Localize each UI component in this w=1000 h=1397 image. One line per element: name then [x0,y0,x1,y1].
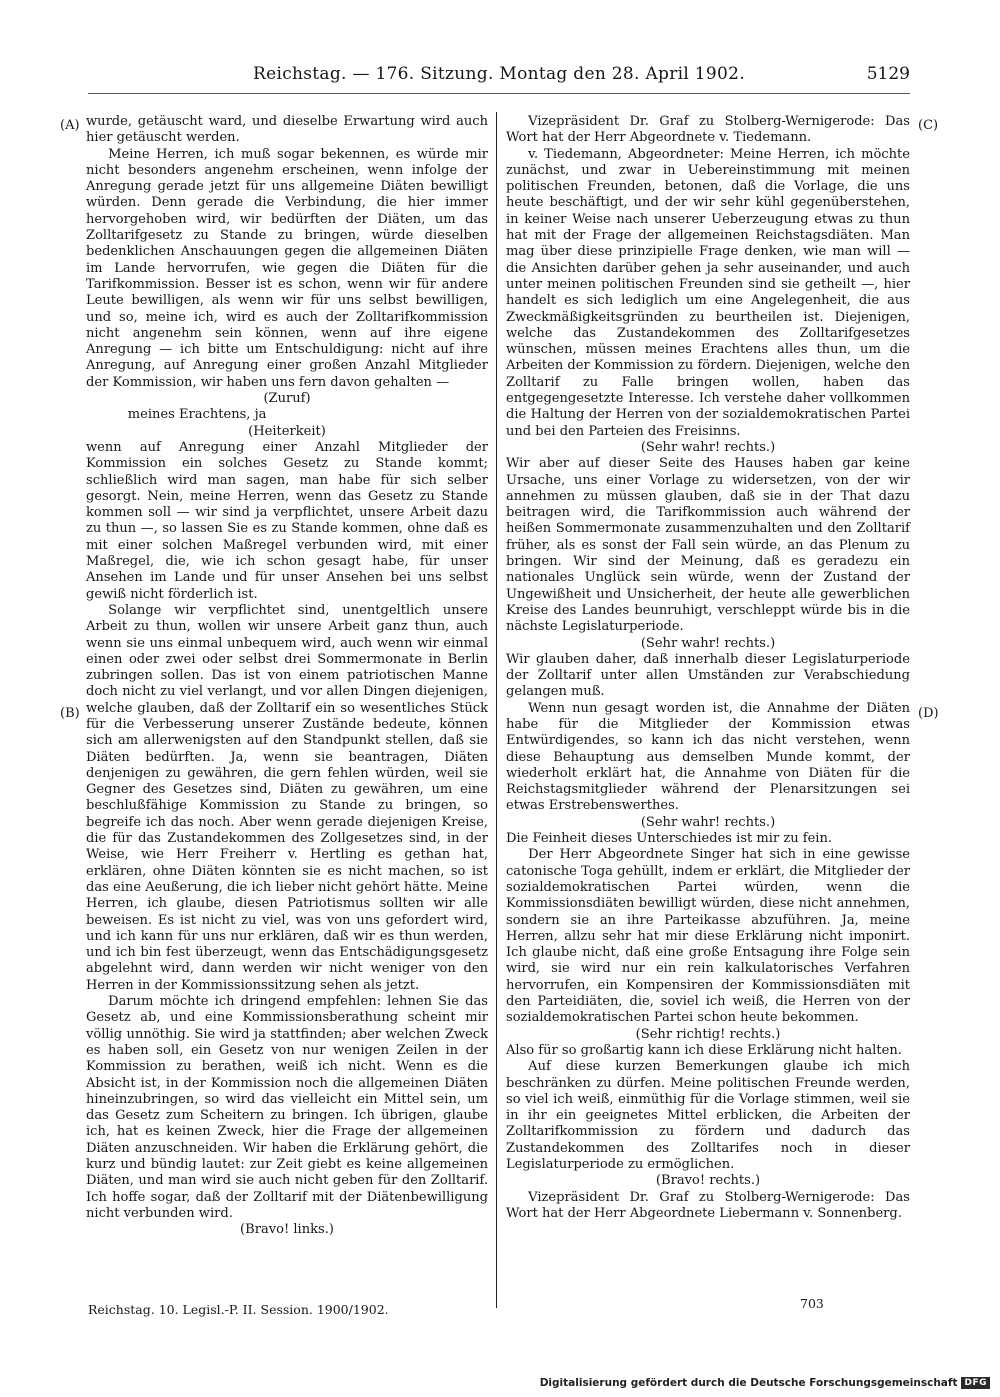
paragraph: Wir glauben daher, daß innerhalb dieser Legislaturperiode der Zolltarif unter allen Umständen zur Verabschiedung gelangen muß. [506,651,910,700]
paragraph: Vizepräsident Dr. Graf zu Stolberg-Wernigerode: Das Wort hat der Herr Abgeordnete Liebermann v. Sonnenberg. [506,1189,910,1221]
dfg-credit-text: Digitalisierung gefördert durch die Deutsche Forschungsgemeinschaft [539,1377,958,1389]
paragraph: wenn auf Anregung einer Anzahl Mitglieder der Kommission ein solches Gesetz zu Stande kommt; schließlich wird man sagen, man habe für sich selber gesorgt. Nein, meine Herren, wenn das Gesetz zu Stande kommen soll — wir sind ja verpflichtet, unsere Arbeit dazu zu thun —, so lassen Sie es zu Stande kommen, ohne daß es mit einer solchen Maßregel verbunden wird, mit einer Maßregel, die, wie ich schon gesagt habe, für unser Ansehen im Lande und für unser Ansehen bei uns selbst gewiß nicht förderlich ist. [86,439,488,602]
dfg-credit [540,1377,990,1389]
footer-sheet-number: 703 [800,1296,824,1311]
interjection: (Bravo! links.) [240,1222,334,1238]
left-column [86,114,488,1238]
paragraph: meines Erachtens, ja [127,407,267,423]
running-header [88,64,910,90]
paragraph: Wir aber auf dieser Seite des Hauses haben gar keine Ursache, uns einer Vorlage zu widersetzen, von der wir annehmen zu müssen glauben, daß sie in der That dazu beitragen wird, die Tarifkommission auch während der heißen Sommermonate zusammenzuhalten und den Zolltarif früher, als es sonst der Fall sein würde, an das Plenum zu bringen. Wir sind der Meinung, daß es geradezu ein nationales Unglück sein würde, wenn der Zustand der Ungewißheit und Unsicherheit, der heute alle gewerblichen Kreise des Landes beunruhigt, verschleppt würde bis in die nächste Legislaturperiode. [506,456,910,635]
margin-mark-d: (D) [918,706,939,721]
paragraph: Vizepräsident Dr. Graf zu Stolberg-Wernigerode: Das Wort hat der Herr Abgeordnete v. Tiedemann. [506,114,910,146]
interjection: (Sehr richtig! rechts.) [635,1026,781,1042]
page-number: 5129 [866,64,910,84]
interjection: (Sehr wahr! rechts.) [640,635,776,651]
margin-mark-c: (C) [918,118,939,133]
interjection: (Bravo! rechts.) [655,1173,761,1189]
interjection: (Heiterkeit) [248,423,326,439]
header-rule [88,93,910,94]
interjection: (Sehr wahr! rechts.) [640,439,776,455]
paragraph: Auf diese kurzen Bemerkungen glaube ich mich beschränken zu dürfen. Meine politischen Freunde werden, so viel ich weiß, einmüthig für die Vorlage stimmen, weil sie in ihr ein geeignetes Mittel erblicken, die Arbeiten der Zolltarifkommission zu fördern und dadurch das Zustandekommen des Zolltarifes noch in dieser Legislaturperiode zu ermöglichen. [506,1059,910,1172]
interjection: (Sehr wahr! rechts.) [640,814,776,830]
paragraph: Wenn nun gesagt worden ist, die Annahme der Diäten habe für die Mitglieder der Kommission etwas Entwürdigendes, so kann ich das nicht verstehen, wenn diese Behauptung aus demselben Munde kommt, der wiederholt erklärt hat, die Annahme von Diäten für die Reichstagsmitglieder während der Plenarsitzungen sei etwas Erstrebenswerthes. [506,700,910,814]
paragraph: Die Feinheit dieses Unterschiedes ist mir zu fein. [506,831,833,847]
margin-mark-b: (B) [60,706,80,721]
column-divider [496,112,497,1308]
paragraph: Der Herr Abgeordnete Singer hat sich in eine gewisse catonische Toga gehüllt, indem er erklärt, die Mitglieder der sozialdemokratischen Partei würden, wenn die Kommissionsdiäten bewilligt würden, diese nicht annehmen, sondern sie an ihre Parteikasse abzuführen. Ja, meine Herren, allzu sehr hat mir diese Erklärung nicht imponirt. Ich glaube nicht, daß eine große Entsagung ihre Folge sein wird, sie wird nur ein rein kalkulatorisches Verfahren hervorrufen, ein Kompensiren der Kommissionsdiäten mit den Parteidiäten, die, soviel ich weiß, die Herren von der sozialdemokratischen Partei schon heute bekommen. [506,847,910,1026]
right-column [506,114,910,1222]
paragraph: Darum möchte ich dringend empfehlen: lehnen Sie das Gesetz ab, und eine Kommissionsberathung scheint mir völlig unnöthig. Sie wird ja stattfinden; aber welchen Zweck es haben soll, ein Gesetz von nur wenigen Zeilen in der Kommission zu berathen, weiß ich nicht. Wenn es die Absicht ist, in der Kommission noch die allgemeinen Diäten hineinzubringen, so wird das vielleicht ein Mittel sein, um das Gesetz zum Scheitern zu bringen. Ich übrigen, glaube ich, hat es keinen Zweck, hier die Frage der allgemeinen Diäten anzuschneiden. Wir haben die Erklärung gehört, die kurz und bündig lautet: zur Zeit giebt es keine allgemeinen Diäten, und man wird sie auch nicht geben für den Zolltarif. Ich hoffe sogar, daß der Zolltarif mit der Diätenbewilligung nicht verbunden wird. [86,994,488,1221]
paragraph: wurde, getäuscht ward, und dieselbe Erwartung wird auch hier getäuscht werden. [86,114,488,146]
paragraph: v. Tiedemann, Abgeordneter: Meine Herren, ich möchte zunächst, und zwar in Uebereinstimmung mit meinen politischen Freunden, betonen, daß die Vorlage, die uns heute beschäftigt, und der wir sehr kühl gegenüberstehen, in keiner Weise nach unserer Ueberzeugung etwas zu thun hat mit der Frage der allgemeinen Reichstagsdiäten. Man mag über diese prinzipielle Frage denken, wie man will — die Ansichten darüber gehen ja sehr auseinander, und auch unter meinen politischen Freunden sind sie getheilt —, hier handelt es sich lediglich um eine Angelegenheit, die aus Zweckmäßigkeitsgründen zu beurtheilen ist. Diejenigen, welche das Zustandekommen des Zolltarifgesetzes wünschen, müssen meines Erachtens alles thun, um die Arbeiten der Kommission zu fördern. Diejenigen, welche den Zolltarif zu Falle bringen wollen, haben das entgegengesetzte Interesse. Ich verstehe daher vollkommen die Haltung der Herren von der sozialdemokratischen Partei und bei den Parteien des Freisinns. [506,146,910,439]
paragraph: Meine Herren, ich muß sogar bekennen, es würde mir nicht besonders angenehm erscheinen, wenn infolge der Anregung gerade jetzt für uns allgemeine Diäten bewilligt würden. Denn gerade die Verbindung, die hier immer hervorgehoben wird, wir bedürften der Diäten, um das Zolltarifgesetz zu Stande zu bringen, würde dieselben bedenklichen Anschauungen gegen die allgemeinen Diäten im Lande hervorrufen, wie gegen die Diäten für die Tarifkommission. Besser ist es schon, wenn wir für andere Leute bewilligen, als wenn wir für uns selbst bewilligen, und so, meine ich, wird es auch der Zolltarifkommission nicht angenehm sein können, wenn auf ihre eigene Anregung — ich bitte um Entschuldigung: nicht auf ihre Anregung, auf Anregung einer großen Anzahl Mitglieder der Kommission, wir haben uns fern davon gehalten — [86,146,488,390]
dfg-logo-icon: DFG [961,1377,990,1389]
interjection: (Zuruf) [263,391,311,407]
margin-mark-a: (A) [60,118,80,133]
header-title: Reichstag. — 176. Sitzung. Montag den 28. April 1902. [253,64,745,84]
footer-session: Reichstag. 10. Legisl.-P. II. Session. 1900/1902. [88,1302,389,1317]
paragraph: Also für so großartig kann ich diese Erklärung nicht halten. [506,1042,902,1058]
paragraph: Solange wir verpflichtet sind, unentgeltlich unsere Arbeit zu thun, wollen wir unsere Arbeit ganz thun, auch wenn sie uns einmal unbequem wird, auch wenn wir einmal einen oder zwei oder selbst drei Sommermonate in Berlin zubringen sollen. Das ist von einem patriotischen Manne doch nicht zu viel verlangt, und vor allen Dingen diejenigen, welche glauben, daß der Zolltarif ein so wesentliches Stück für die Verbesserung unserer Zustände bedeute, können sich am allerwenigsten auf den Standpunkt stellen, daß sie Diäten bedürften. Ja, wenn sie beantragen, Diäten denjenigen zu gewähren, die gern fehlen würden, weil sie Gegner des Gesetzes sind, Diäten zu gewähren, um eine beschlußfähige Kommission zu Stande zu bringen, so begreife ich das noch. Aber wenn gerade diejenigen Kreise, die für das Zustandekommen des Zollgesetzes sind, in der Weise, wie Herr Freiherr v. Hertling es gethan hat, erklären, ohne Diäten könnten sie es nicht machen, so ist das eine Aeußerung, die ich lieber nicht gehört hätte. Meine Herren, ich glaube, diesen Patriotismus sollten wir alle beweisen. Es ist nicht zu viel, was von uns gefordert wird, und ich kann für uns nur erklären, daß wir es thun werden, und ich bin fest überzeugt, wenn das Entschädigungsgesetz abgelehnt wird, dann werden wir nicht weniger von den Herren in der Kommissionssitzung sehen als jetzt. [86,602,488,993]
